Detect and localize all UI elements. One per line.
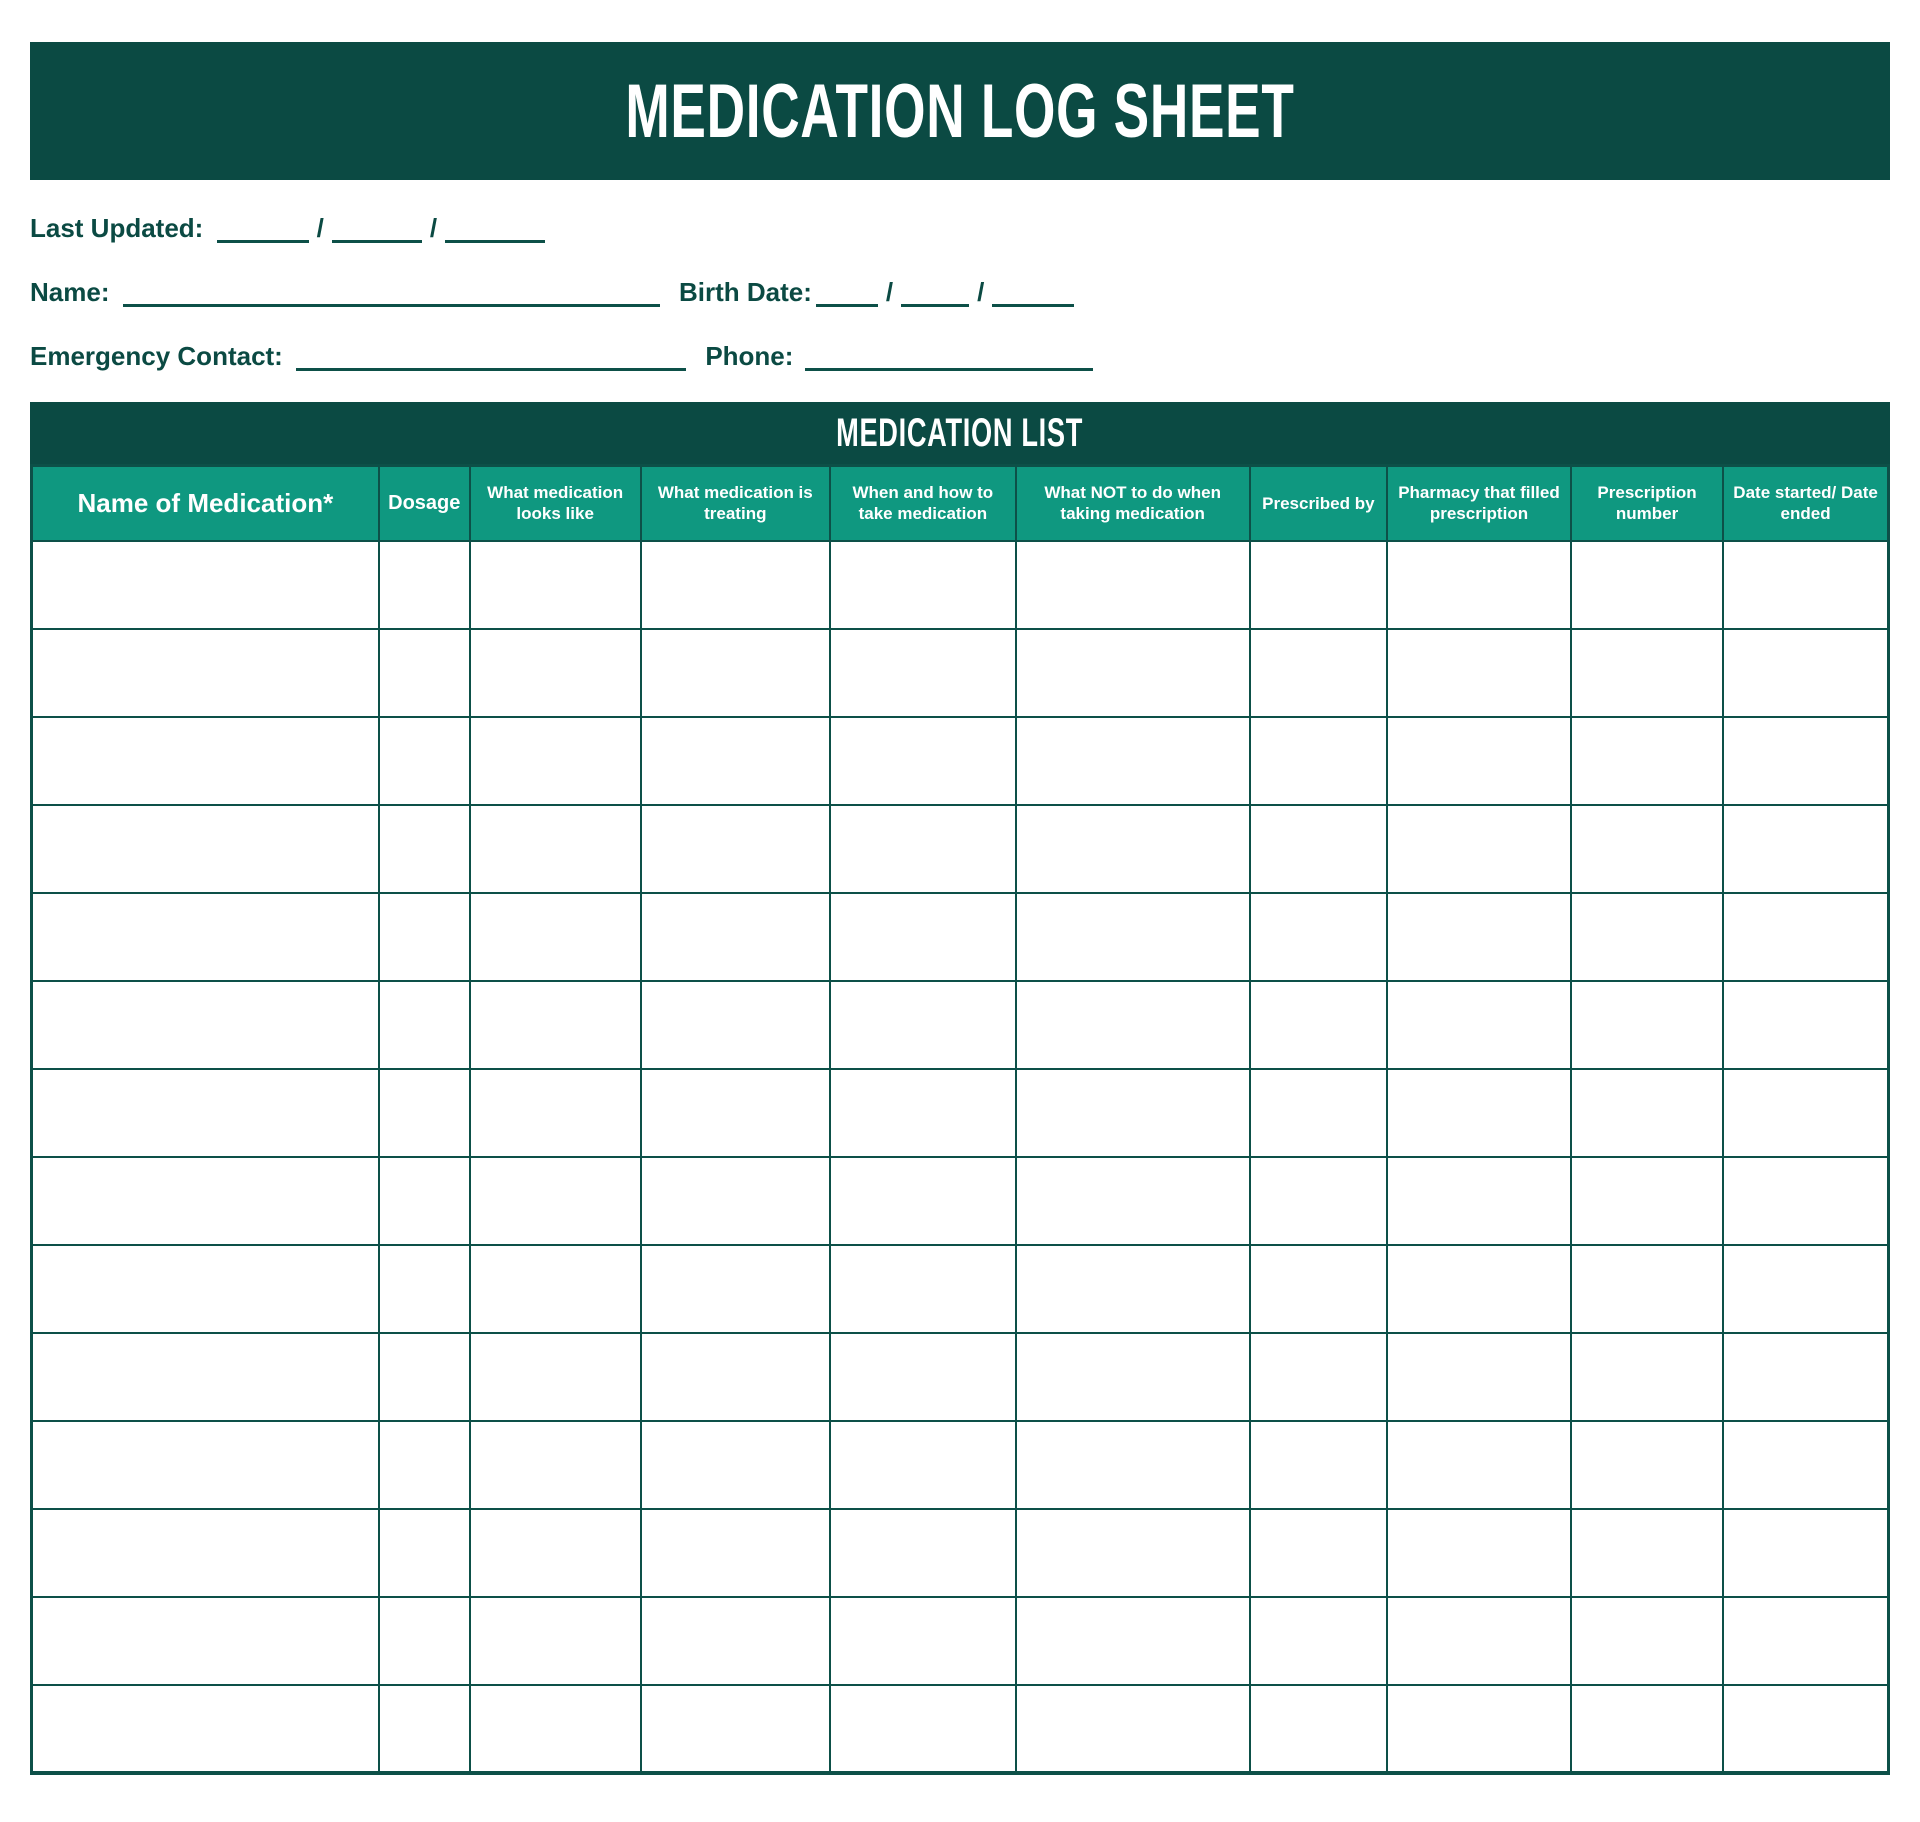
- medication-cell[interactable]: [1723, 1069, 1888, 1157]
- medication-cell[interactable]: [1387, 1421, 1571, 1509]
- medication-cell[interactable]: [1723, 1333, 1888, 1421]
- medication-cell[interactable]: [470, 629, 641, 717]
- medication-cell[interactable]: [641, 893, 830, 981]
- medication-cell[interactable]: [32, 1157, 379, 1245]
- medication-cell[interactable]: [32, 717, 379, 805]
- medication-cell[interactable]: [1250, 541, 1387, 629]
- medication-row: [32, 629, 1889, 717]
- column-header: Prescription number: [1571, 466, 1723, 541]
- medication-cell[interactable]: [1250, 1685, 1387, 1773]
- medication-cell[interactable]: [379, 1157, 470, 1245]
- medication-cell[interactable]: [1016, 1685, 1250, 1773]
- medication-cell[interactable]: [830, 1069, 1016, 1157]
- last-updated-year-field[interactable]: [445, 223, 545, 243]
- medication-cell[interactable]: [830, 805, 1016, 893]
- medication-cell[interactable]: [1723, 981, 1888, 1069]
- medication-cell[interactable]: [641, 805, 830, 893]
- medication-cell[interactable]: [32, 893, 379, 981]
- medication-cell[interactable]: [1723, 629, 1888, 717]
- emergency-contact-label: Emergency Contact:: [30, 341, 283, 371]
- medication-row: [32, 805, 1889, 893]
- date-separator: /: [429, 213, 438, 243]
- medication-cell[interactable]: [379, 981, 470, 1069]
- medication-cell[interactable]: [470, 1685, 641, 1773]
- medication-cell[interactable]: [830, 1421, 1016, 1509]
- medication-cell[interactable]: [1016, 717, 1250, 805]
- medication-cell[interactable]: [470, 1157, 641, 1245]
- medication-cell[interactable]: [1571, 629, 1723, 717]
- medication-cell[interactable]: [1387, 1245, 1571, 1333]
- medication-cell[interactable]: [1723, 1157, 1888, 1245]
- medication-cell[interactable]: [830, 1597, 1016, 1685]
- medication-cell[interactable]: [470, 893, 641, 981]
- column-header: Date started/ Date ended: [1723, 466, 1888, 541]
- medication-row: [32, 1157, 1889, 1245]
- medication-cell[interactable]: [830, 981, 1016, 1069]
- medication-cell[interactable]: [1571, 1157, 1723, 1245]
- medication-cell[interactable]: [1016, 1157, 1250, 1245]
- column-header: When and how to take medication: [830, 466, 1016, 541]
- medication-cell[interactable]: [830, 1157, 1016, 1245]
- medication-cell[interactable]: [830, 1509, 1016, 1597]
- medication-cell[interactable]: [470, 1245, 641, 1333]
- medication-cell[interactable]: [1571, 1421, 1723, 1509]
- medication-cell[interactable]: [1387, 1597, 1571, 1685]
- medication-cell[interactable]: [470, 1509, 641, 1597]
- medication-cell[interactable]: [1387, 1069, 1571, 1157]
- medication-cell[interactable]: [641, 1333, 830, 1421]
- medication-cell[interactable]: [1571, 1685, 1723, 1773]
- medication-row: [32, 1509, 1889, 1597]
- medication-cell[interactable]: [1016, 893, 1250, 981]
- medication-row: [32, 717, 1889, 805]
- medication-cell[interactable]: [1387, 1333, 1571, 1421]
- medication-cell[interactable]: [32, 1245, 379, 1333]
- medication-cell[interactable]: [470, 981, 641, 1069]
- medication-cell[interactable]: [1250, 893, 1387, 981]
- medication-cell[interactable]: [641, 981, 830, 1069]
- medication-row: [32, 1333, 1889, 1421]
- medication-cell[interactable]: [470, 805, 641, 893]
- medication-cell[interactable]: [1016, 1333, 1250, 1421]
- medication-cell[interactable]: [1016, 1245, 1250, 1333]
- page-title: MEDICATION LOG SHEET: [625, 68, 1295, 154]
- medication-cell[interactable]: [1016, 805, 1250, 893]
- phone-field[interactable]: [805, 351, 1093, 371]
- medication-cell[interactable]: [1250, 1597, 1387, 1685]
- medication-row: [32, 541, 1889, 629]
- medication-cell[interactable]: [32, 805, 379, 893]
- medication-cell[interactable]: [641, 1069, 830, 1157]
- medication-cell[interactable]: [379, 1597, 470, 1685]
- column-header: What medication is treating: [641, 466, 830, 541]
- medication-cell[interactable]: [379, 1509, 470, 1597]
- medication-cell[interactable]: [830, 1245, 1016, 1333]
- last-updated-day-field[interactable]: [332, 223, 422, 243]
- medication-row: [32, 1069, 1889, 1157]
- medication-cell[interactable]: [470, 1597, 641, 1685]
- medication-cell[interactable]: [32, 541, 379, 629]
- medication-cell[interactable]: [1016, 629, 1250, 717]
- medication-cell[interactable]: [1723, 717, 1888, 805]
- medication-cell[interactable]: [641, 1421, 830, 1509]
- birth-date-year-field[interactable]: [992, 287, 1074, 307]
- medication-cell[interactable]: [379, 717, 470, 805]
- medication-table-header-row: [32, 466, 1889, 541]
- medication-row: [32, 1245, 1889, 1333]
- medication-row: [32, 1421, 1889, 1509]
- name-row: [30, 274, 1890, 310]
- medication-cell[interactable]: [1250, 1157, 1387, 1245]
- medication-cell[interactable]: [1571, 981, 1723, 1069]
- medication-table: [30, 464, 1890, 1775]
- medication-cell[interactable]: [830, 541, 1016, 629]
- medication-cell[interactable]: [32, 1509, 379, 1597]
- medication-cell[interactable]: [1250, 1245, 1387, 1333]
- medication-cell[interactable]: [1016, 1509, 1250, 1597]
- medication-cell[interactable]: [1571, 1333, 1723, 1421]
- medication-cell[interactable]: [1250, 1333, 1387, 1421]
- medication-cell[interactable]: [1723, 1509, 1888, 1597]
- medication-cell[interactable]: [32, 1597, 379, 1685]
- column-header: What medication looks like: [470, 466, 641, 541]
- medication-cell[interactable]: [379, 1245, 470, 1333]
- medication-cell[interactable]: [830, 629, 1016, 717]
- medication-cell[interactable]: [830, 893, 1016, 981]
- medication-row: [32, 1597, 1889, 1685]
- column-header: What NOT to do when taking medication: [1016, 466, 1250, 541]
- page-banner: [30, 42, 1890, 180]
- medication-cell[interactable]: [32, 981, 379, 1069]
- medication-cell[interactable]: [641, 1685, 830, 1773]
- medication-cell[interactable]: [1387, 1509, 1571, 1597]
- medication-cell[interactable]: [470, 1333, 641, 1421]
- medication-cell[interactable]: [1571, 1245, 1723, 1333]
- medication-row: [32, 981, 1889, 1069]
- medication-cell[interactable]: [1250, 1509, 1387, 1597]
- medication-cell[interactable]: [1571, 1509, 1723, 1597]
- medication-cell[interactable]: [1723, 805, 1888, 893]
- medication-cell[interactable]: [1250, 1069, 1387, 1157]
- medication-cell[interactable]: [1387, 981, 1571, 1069]
- column-header: Pharmacy that filled prescription: [1387, 466, 1571, 541]
- emergency-contact-field[interactable]: [296, 351, 686, 371]
- medication-cell[interactable]: [1387, 629, 1571, 717]
- medication-cell[interactable]: [830, 1685, 1016, 1773]
- medication-cell[interactable]: [379, 1685, 470, 1773]
- date-separator: /: [977, 277, 985, 307]
- medication-cell[interactable]: [1387, 893, 1571, 981]
- medication-cell[interactable]: [379, 805, 470, 893]
- phone-label: Phone:: [705, 341, 794, 371]
- medication-cell[interactable]: [1723, 893, 1888, 981]
- medication-log-sheet: [30, 0, 1890, 1775]
- medication-cell[interactable]: [1387, 1157, 1571, 1245]
- last-updated-row: [30, 210, 1890, 246]
- medication-cell[interactable]: [1387, 805, 1571, 893]
- medication-cell[interactable]: [379, 541, 470, 629]
- medication-cell[interactable]: [1723, 1421, 1888, 1509]
- medication-cell[interactable]: [641, 1597, 830, 1685]
- column-header: Dosage: [379, 466, 470, 541]
- birth-date-label: Birth Date:: [678, 277, 812, 307]
- medication-cell[interactable]: [1571, 1597, 1723, 1685]
- medication-cell[interactable]: [641, 717, 830, 805]
- medication-cell[interactable]: [1250, 1421, 1387, 1509]
- column-header: Name of Medication*: [32, 466, 379, 541]
- medication-cell[interactable]: [379, 893, 470, 981]
- medication-cell[interactable]: [470, 1069, 641, 1157]
- medication-cell[interactable]: [1571, 1069, 1723, 1157]
- medication-cell[interactable]: [1723, 1685, 1888, 1773]
- medication-cell[interactable]: [379, 1333, 470, 1421]
- medication-cell[interactable]: [641, 629, 830, 717]
- medication-cell[interactable]: [1387, 1685, 1571, 1773]
- last-updated-month-field[interactable]: [217, 223, 309, 243]
- name-field[interactable]: [123, 287, 660, 307]
- medication-cell[interactable]: [830, 717, 1016, 805]
- medication-cell[interactable]: [470, 1421, 641, 1509]
- medication-cell[interactable]: [1250, 981, 1387, 1069]
- medication-cell[interactable]: [470, 541, 641, 629]
- medication-cell[interactable]: [1016, 981, 1250, 1069]
- medication-cell[interactable]: [32, 629, 379, 717]
- medication-cell[interactable]: [641, 541, 830, 629]
- name-label: Name:: [30, 277, 110, 307]
- medication-cell[interactable]: [1250, 805, 1387, 893]
- medication-cell[interactable]: [1016, 541, 1250, 629]
- medication-cell[interactable]: [32, 1421, 379, 1509]
- date-separator: /: [885, 277, 894, 307]
- medication-cell[interactable]: [32, 1333, 379, 1421]
- birth-date-day-field[interactable]: [901, 287, 969, 307]
- medication-cell[interactable]: [1387, 541, 1571, 629]
- medication-cell[interactable]: [830, 1333, 1016, 1421]
- medication-cell[interactable]: [1387, 717, 1571, 805]
- medication-cell[interactable]: [1250, 629, 1387, 717]
- date-separator: /: [316, 213, 324, 243]
- medication-cell[interactable]: [641, 1245, 830, 1333]
- medication-list-banner: [30, 402, 1890, 464]
- last-updated-label: Last Updated:: [30, 213, 204, 243]
- medication-cell[interactable]: [1016, 1421, 1250, 1509]
- medication-cell[interactable]: [1571, 717, 1723, 805]
- medication-cell[interactable]: [1723, 1597, 1888, 1685]
- medication-cell[interactable]: [32, 1685, 379, 1773]
- medication-row: [32, 1685, 1889, 1773]
- medication-cell[interactable]: [1571, 893, 1723, 981]
- medication-cell[interactable]: [641, 1509, 830, 1597]
- medication-list-title: MEDICATION LIST: [836, 410, 1084, 455]
- medication-cell[interactable]: [470, 717, 641, 805]
- medication-cell[interactable]: [1571, 541, 1723, 629]
- medication-cell[interactable]: [32, 1069, 379, 1157]
- birth-date-month-field[interactable]: [816, 287, 878, 307]
- medication-cell[interactable]: [1571, 805, 1723, 893]
- column-header: Prescribed by: [1250, 466, 1387, 541]
- medication-cell[interactable]: [379, 1069, 470, 1157]
- medication-cell[interactable]: [379, 1421, 470, 1509]
- medication-cell[interactable]: [1723, 1245, 1888, 1333]
- medication-cell[interactable]: [1016, 1069, 1250, 1157]
- medication-cell[interactable]: [641, 1157, 830, 1245]
- medication-cell[interactable]: [379, 629, 470, 717]
- emergency-contact-row: [30, 338, 1890, 374]
- medication-cell[interactable]: [1250, 717, 1387, 805]
- medication-cell[interactable]: [1016, 1597, 1250, 1685]
- medication-cell[interactable]: [1723, 541, 1888, 629]
- medication-row: [32, 893, 1889, 981]
